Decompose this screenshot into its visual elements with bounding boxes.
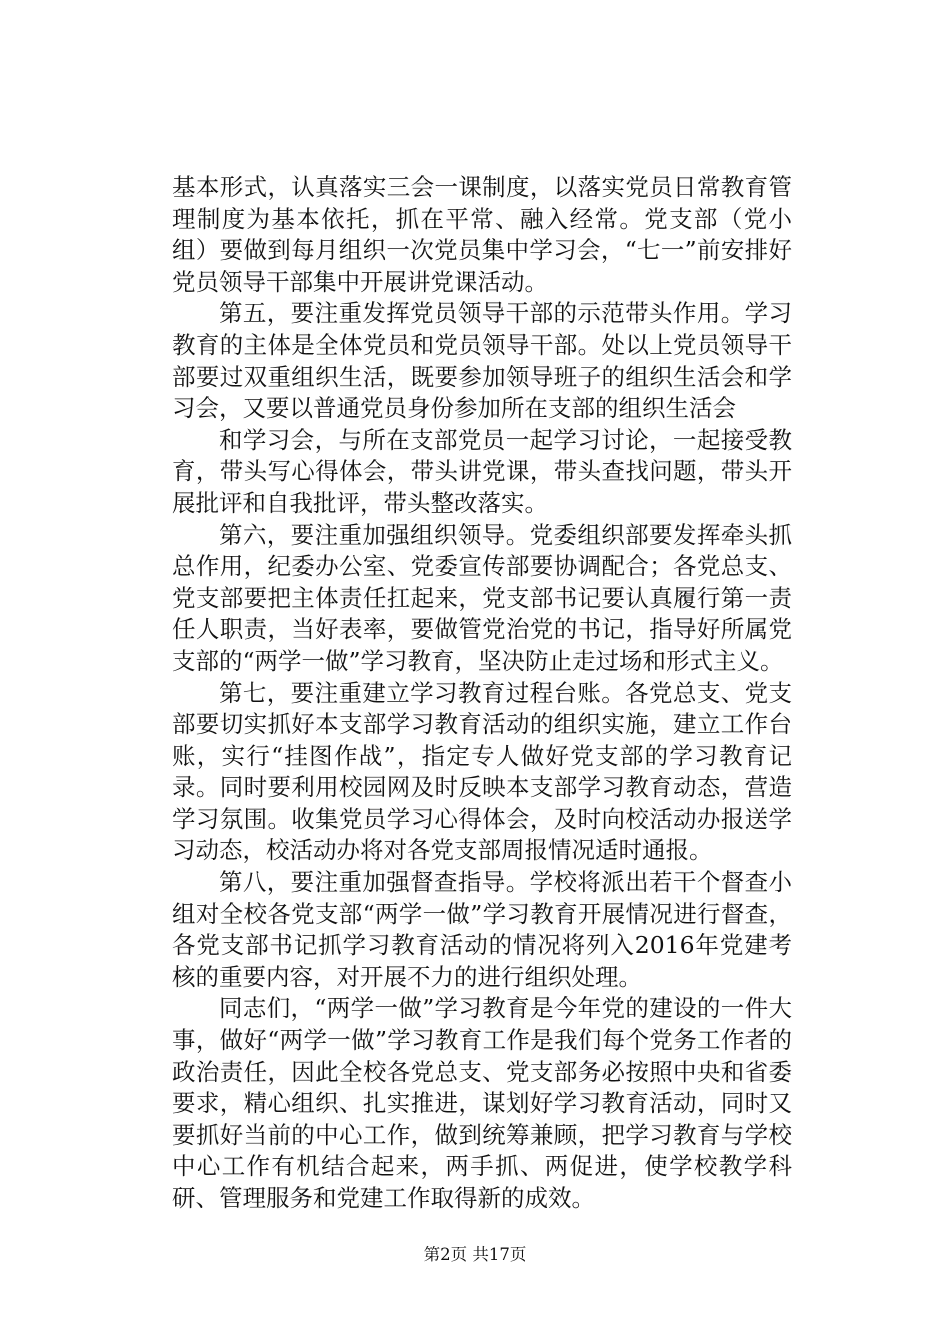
paragraph-3: 和学习会，与所在支部党员一起学习讨论，一起接受教育，带头写心得体会，带头讲党课，带头查找问题，带头开展批评和自我批评，带头整改落实。 xyxy=(172,425,792,517)
paragraph-2: 第五，要注重发挥党员领导干部的示范带头作用。学习教育的主体是全体党员和党员领导干部。处以上党员领导干部要过双重组织生活，既要参加领导班子的组织生活会和学习会，又要以普通党员身份参加所在支部的组织生活会 xyxy=(172,299,792,423)
paragraph-5: 第七，要注重建立学习教育过程台账。各党总支、党支部要切实抓好本支部学习教育活动的组织实施，建立工作台账，实行“挂图作战”，指定专人做好党支部的学习教育记录。同时要利用校园网及时反映本支部学习教育动态，营造学习氛围。收集党员学习心得体会，及时向校活动办报送学习动态，校活动办将对各党支部周报情况适时通报。 xyxy=(172,678,792,865)
document-body xyxy=(172,172,792,1215)
paragraph-7: 同志们，“两学一做”学习教育是今年党的建设的一件大事，做好“两学一做”学习教育工作是我们每个党务工作者的政治责任，因此全校各党总支、党支部务必按照中央和省委要求，精心组织、扎实推进，谋划好学习教育活动，同时又要抓好当前的中心工作，做到统筹兼顾，把学习教育与学校中心工作有机结合起来，两手抓、两促进，使学校教学科研、管理服务和党建工作取得新的成效。 xyxy=(172,994,792,1212)
paragraph-6: 第八，要注重加强督查指导。学校将派出若干个督查小组对全校各党支部“两学一做”学习教育开展情况进行督查，各党支部书记抓学习教育活动的情况将列入2016年党建考核的重要内容，对开展不力的进行组织处理。 xyxy=(172,868,792,991)
page-footer xyxy=(0,1244,950,1266)
paragraph-1: 基本形式，认真落实三会一课制度，以落实党员日常教育管理制度为基本依托，抓在平常、融入经常。党支部（党小组）要做到每月组织一次党员集中学习会，“七一”前安排好党员领导干部集中开展讲党课活动。 xyxy=(172,173,792,296)
paragraph-4: 第六，要注重加强组织领导。党委组织部要发挥牵头抓总作用，纪委办公室、党委宣传部要协调配合；各党总支、党支部要把主体责任扛起来，党支部书记要认真履行第一责任人职责，当好表率，要做管党治党的书记，指导好所属党支部的“两学一做”学习教育，坚决防止走过场和形式主义。 xyxy=(172,520,792,675)
page-number-label: 第2页 共17页 xyxy=(423,1245,527,1264)
